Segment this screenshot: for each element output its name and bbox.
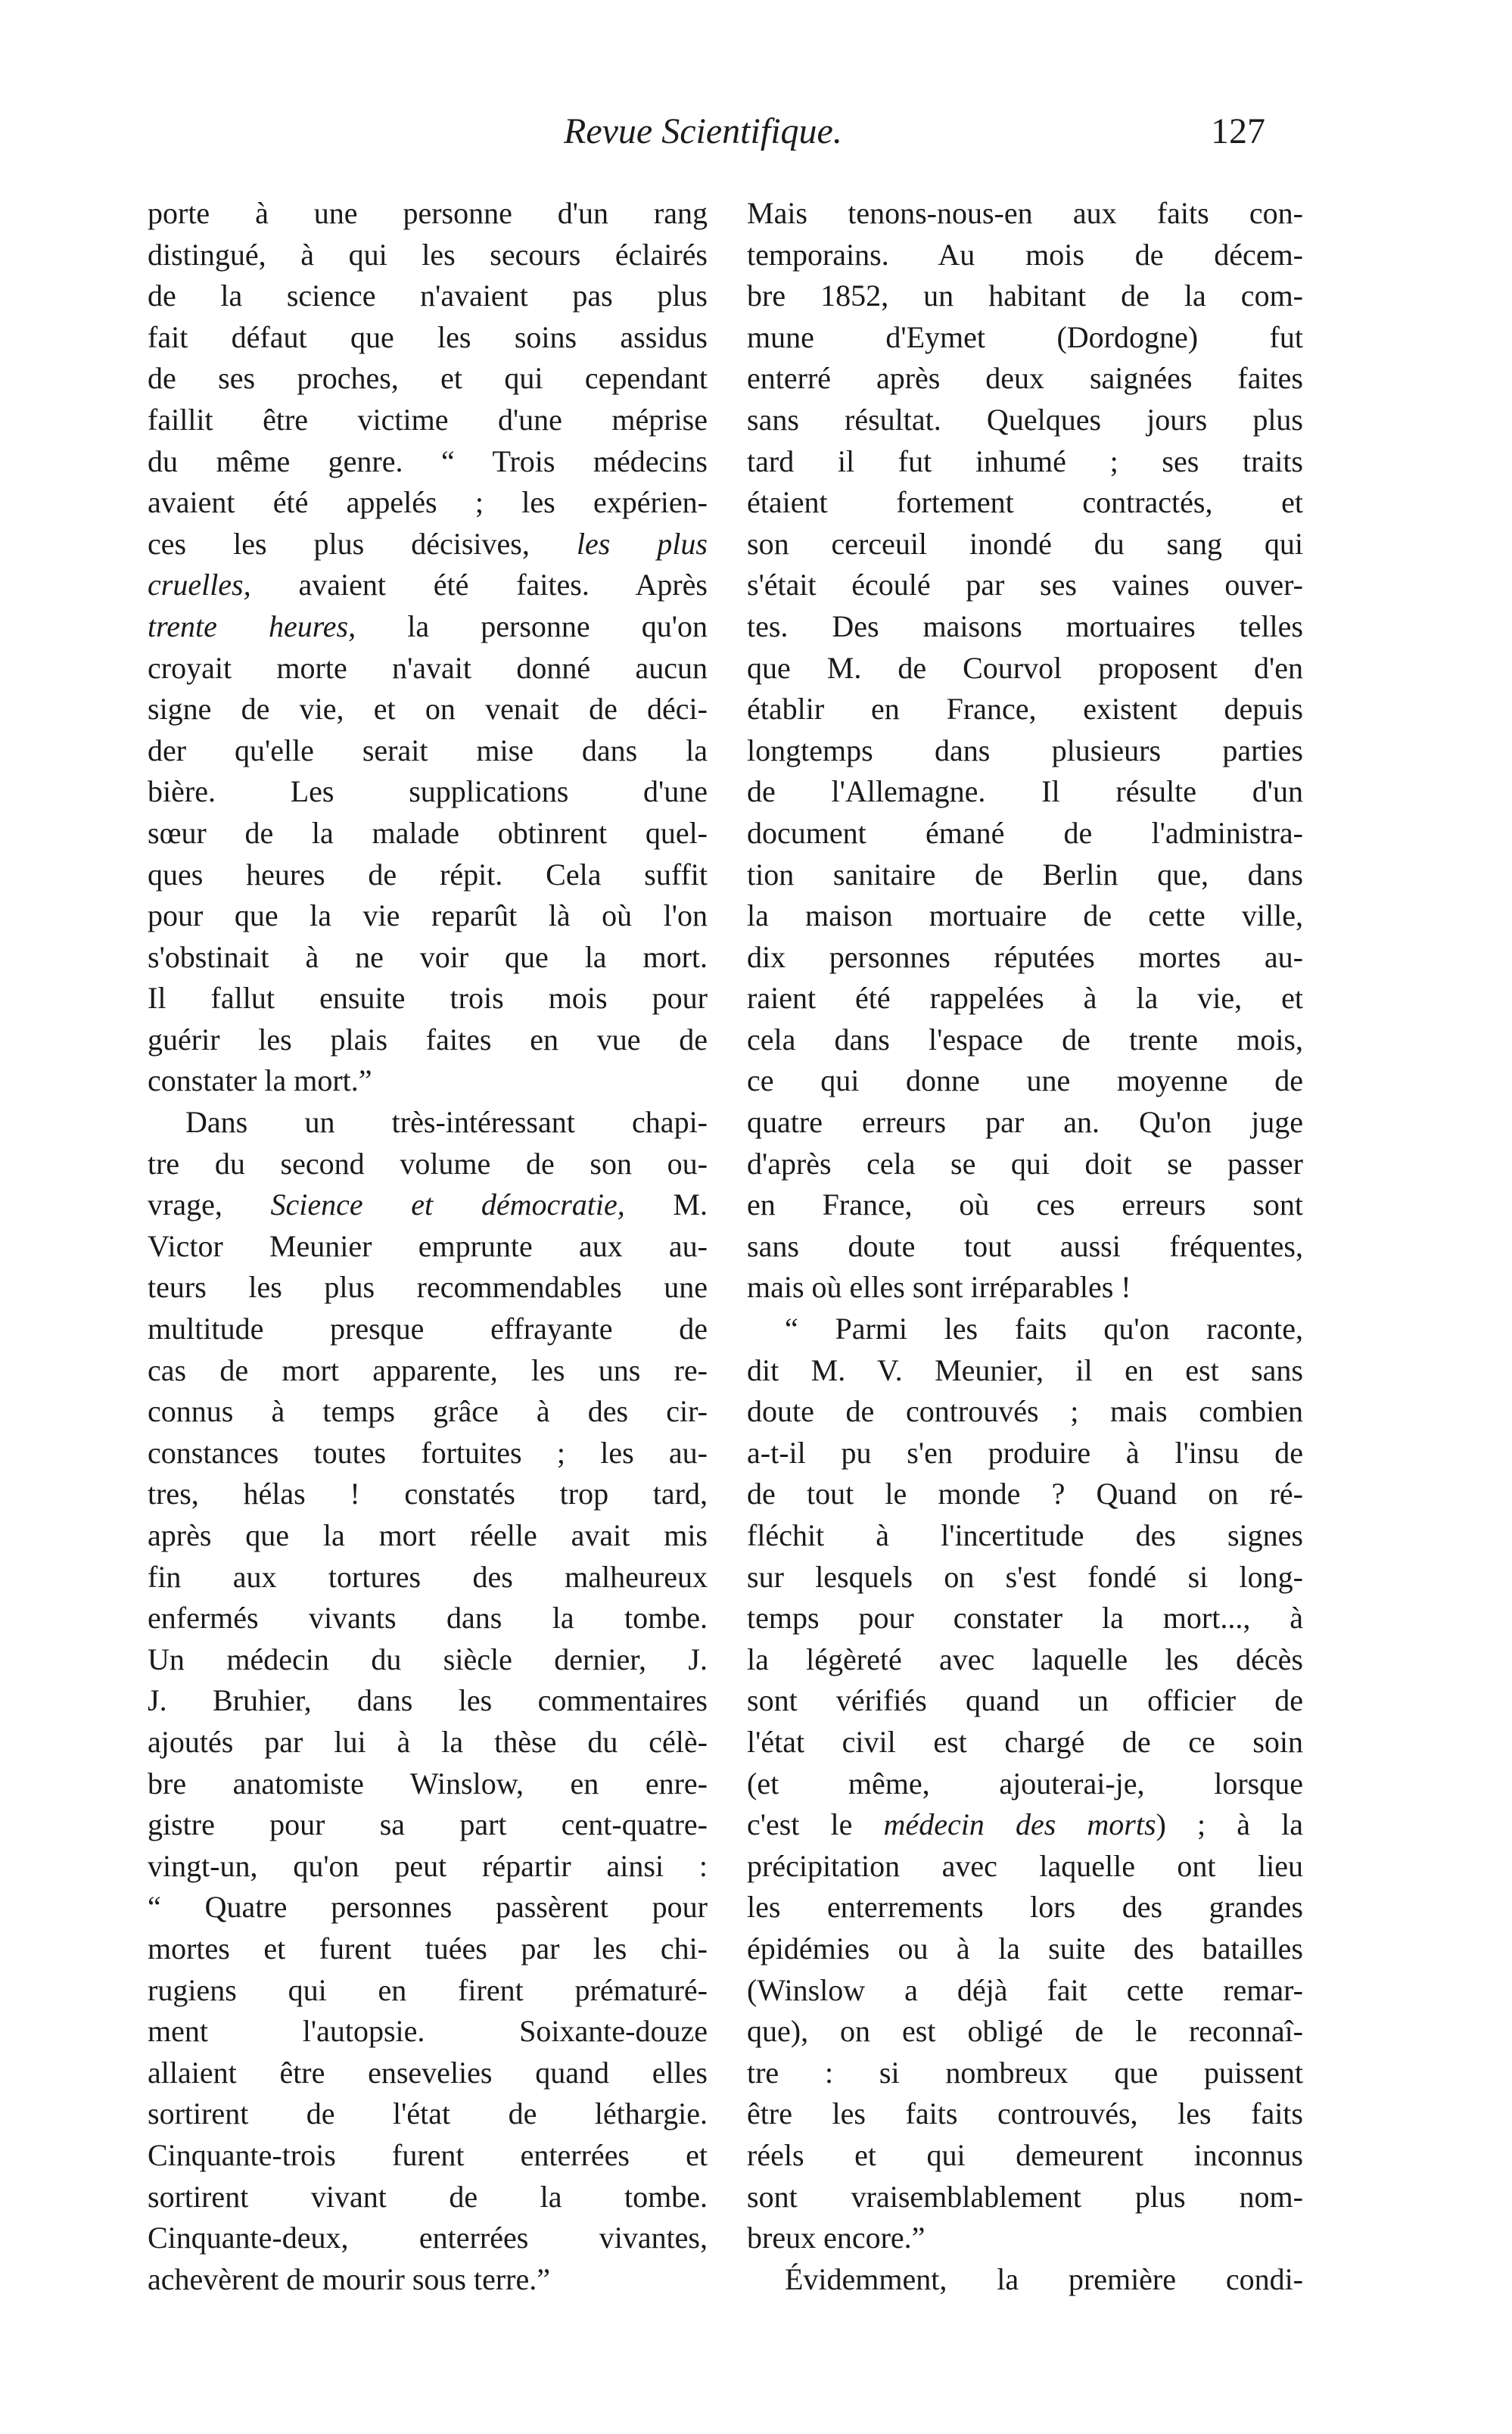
text-line (747, 2011, 1303, 2053)
text-run: Il fallut ensuite trois mois pour (148, 981, 708, 1016)
text-run: a-t-il pu s'en produire à l'insu de (747, 1435, 1303, 1470)
text-line (747, 1144, 1303, 1185)
text-line (747, 400, 1303, 441)
text-run: (Winslow a déjà fait cette remar- (747, 1972, 1303, 2007)
text-run: tes. Des maisons mortuaires telles (747, 608, 1303, 643)
text-run: en France, où ces erreurs sont (747, 1187, 1303, 1222)
text-run: achevèrent de mourir sous terre.” (148, 2261, 550, 2296)
text-run: faillit être victime d'une méprise (148, 402, 708, 437)
text-line (747, 1804, 1303, 1846)
text-run: connus à temps grâce à des cir- (148, 1394, 708, 1429)
text-line (148, 565, 708, 606)
text-line (747, 1763, 1303, 1805)
text-line (747, 1846, 1303, 1888)
italic-text: les plus (576, 526, 708, 561)
text-line (747, 1887, 1303, 1928)
text-line (747, 1019, 1303, 1061)
text-run: avaient été appelés ; les expérien- (148, 485, 708, 520)
text-run: ce qui donne une moyenne de (747, 1063, 1303, 1098)
text-line (747, 1102, 1303, 1144)
text-line (148, 1019, 708, 1061)
text-line (148, 1433, 708, 1474)
text-run: ces les plus décisives, (148, 526, 577, 561)
text-line (747, 1928, 1303, 1970)
text-line (148, 895, 708, 937)
text-line (747, 482, 1303, 524)
text-run: teurs les plus recommendables une (148, 1270, 708, 1305)
text-run: rugiens qui en firent prématuré- (148, 1972, 708, 2007)
text-line (747, 1722, 1303, 1763)
text-line (148, 1515, 708, 1557)
text-run: sans doute tout aussi fréquentes, (747, 1228, 1303, 1263)
text-run: fait défaut que les soins assidus (148, 319, 708, 354)
text-line (148, 1144, 708, 1185)
text-run: vrage, (148, 1187, 271, 1222)
text-run: la personne qu'on (356, 608, 708, 643)
text-line (148, 275, 708, 317)
text-line (148, 235, 708, 276)
text-run: précipitation avec laquelle ont lieu (747, 1848, 1303, 1883)
text-run: breux encore.” (747, 2221, 926, 2255)
text-line (148, 813, 708, 854)
text-line (747, 317, 1303, 359)
page-number: 127 (1211, 111, 1265, 151)
text-line (148, 1763, 708, 1805)
text-line (747, 771, 1303, 813)
text-run: ajoutés par lui à la thèse du célè- (148, 1724, 708, 1759)
text-run: sortirent vivant de la tombe. (148, 2179, 708, 2214)
text-run: distingué, à qui les secours éclairés (148, 237, 708, 272)
text-line (747, 2135, 1303, 2177)
text-run: signe de vie, et on venait de déci- (148, 692, 708, 727)
text-line (747, 2218, 1303, 2259)
text-line (747, 1639, 1303, 1681)
text-run: s'était écoulé par ses vaines ouver- (747, 568, 1303, 602)
text-run: de l'Allemagne. Il résulte d'un (747, 774, 1303, 809)
text-run: tres, hélas ! constatés trop tard, (148, 1477, 708, 1511)
right-column (747, 193, 1303, 2300)
text-line (148, 937, 708, 979)
text-run: que M. de Courvol proposent d'en (747, 650, 1303, 685)
text-line (148, 317, 708, 359)
text-line (747, 689, 1303, 730)
text-run: de la science n'avaient pas plus (148, 279, 708, 313)
text-line (747, 235, 1303, 276)
text-run: Un médecin du siècle dernier, J. (148, 1642, 708, 1676)
text-line (148, 1598, 708, 1639)
text-run: c'est le (747, 1807, 884, 1842)
text-run: fléchit à l'incertitude des signes (747, 1518, 1303, 1552)
text-run: s'obstinait à ne voir que la mort. (148, 939, 708, 974)
text-run: mortes et furent tuées par les chi- (148, 1931, 708, 1966)
text-line (148, 606, 708, 648)
text-line (747, 1309, 1303, 1350)
text-line (747, 565, 1303, 606)
text-run: être les faits controuvés, les faits (747, 2096, 1303, 2131)
text-line (747, 1598, 1303, 1639)
text-run: doute de controuvés ; mais combien (747, 1394, 1303, 1429)
text-run: dix personnes réputées mortes au- (747, 939, 1303, 974)
text-run: document émané de l'administra- (747, 815, 1303, 850)
text-run: pour que la vie reparût là où l'on (148, 898, 708, 933)
italic-text: Science et démocratie, (270, 1187, 625, 1222)
text-run: fin aux tortures des malheureux (148, 1559, 708, 1594)
text-run: tard il fut inhumé ; ses traits (747, 444, 1303, 478)
text-run: tre du second volume de son ou- (148, 1146, 708, 1181)
text-line (148, 1928, 708, 1970)
text-line (148, 1184, 708, 1226)
italic-text: médecin des morts (883, 1807, 1156, 1842)
text-line (747, 1970, 1303, 2012)
text-line (747, 730, 1303, 772)
text-line (148, 524, 708, 565)
text-line (148, 648, 708, 689)
text-line (747, 2093, 1303, 2135)
text-run: les enterrements lors des grandes (747, 1890, 1303, 1925)
text-line (148, 400, 708, 441)
text-line (747, 1433, 1303, 1474)
text-run: “ Quatre personnes passèrent pour (148, 1890, 708, 1925)
text-line (747, 1350, 1303, 1392)
text-line (148, 358, 708, 400)
text-run: ) ; à la (1156, 1807, 1304, 1842)
text-line (747, 648, 1303, 689)
text-run: mais où elles sont irréparables ! (747, 1270, 1131, 1305)
text-line (148, 1350, 708, 1392)
text-run: porte à une personne d'un rang (148, 196, 708, 230)
text-run: vingt-un, qu'on peut répartir ainsi : (148, 1848, 708, 1883)
italic-text: cruelles, (148, 568, 251, 602)
italic-text: trente heures, (148, 608, 356, 643)
text-line (148, 1639, 708, 1681)
text-line (148, 854, 708, 896)
text-line (148, 1474, 708, 1515)
text-run: der qu'elle serait mise dans la (148, 733, 708, 767)
text-line (148, 1970, 708, 2012)
text-line (148, 1391, 708, 1433)
text-run: Dans un très-intéressant chapi- (185, 1105, 708, 1140)
text-line (148, 2218, 708, 2259)
text-run: du même genre. “ Trois médecins (148, 444, 708, 478)
text-line (747, 937, 1303, 979)
text-line (148, 730, 708, 772)
text-line (747, 1226, 1303, 1268)
text-run: cas de mort apparente, les uns re- (148, 1352, 708, 1387)
text-line (747, 606, 1303, 648)
text-line (148, 1722, 708, 1763)
text-line (148, 978, 708, 1019)
text-line (747, 854, 1303, 896)
text-run: quatre erreurs par an. Qu'on juge (747, 1105, 1303, 1140)
text-line (148, 1267, 708, 1309)
text-run: allaient être ensevelies quand elles (148, 2055, 708, 2090)
text-line (148, 2011, 708, 2053)
text-line (148, 1557, 708, 1598)
text-run: après que la mort réelle avait mis (148, 1518, 708, 1552)
text-run: ment l'autopsie. Soixante-douze (148, 2014, 708, 2049)
text-run: avaient été faites. Après (250, 568, 708, 602)
text-run: réels et qui demeurent inconnus (747, 2137, 1303, 2172)
left-column (148, 193, 708, 2300)
text-run: sortirent de l'état de léthargie. (148, 2096, 708, 2131)
text-run: de ses proches, et qui cependant (148, 361, 708, 396)
text-run: “ Parmi les faits qu'on raconte, (785, 1312, 1303, 1346)
text-line (148, 441, 708, 483)
text-run: gistre pour sa part cent-quatre- (148, 1807, 708, 1842)
text-line (747, 1515, 1303, 1557)
text-run: cela dans l'espace de trente mois, (747, 1022, 1303, 1057)
text-line (148, 1804, 708, 1846)
text-line (148, 1680, 708, 1722)
text-run: Cinquante-trois furent enterrées et (148, 2137, 708, 2172)
text-line (747, 1060, 1303, 1102)
text-run: bre anatomiste Winslow, en enre- (148, 1766, 708, 1801)
text-line (747, 275, 1303, 317)
text-line (747, 2177, 1303, 2218)
text-run: Cinquante-deux, enterrées vivantes, (148, 2221, 708, 2255)
text-run: longtemps dans plusieurs parties (747, 733, 1303, 767)
text-line (148, 689, 708, 730)
text-line (747, 895, 1303, 937)
text-run: tre : si nombreux que puissent (747, 2055, 1303, 2090)
text-run: son cerceuil inondé du sang qui (747, 526, 1303, 561)
text-run: sœur de la malade obtinrent quel- (148, 815, 708, 850)
text-run: constances toutes fortuites ; les au- (148, 1435, 708, 1470)
text-run: raient été rappelées à la vie, et (747, 981, 1303, 1016)
text-line (747, 2259, 1303, 2301)
text-line (747, 2053, 1303, 2094)
text-line (148, 1846, 708, 1888)
text-line (148, 1102, 708, 1144)
text-line (747, 1557, 1303, 1598)
text-run: de tout le monde ? Quand on ré- (747, 1477, 1303, 1511)
text-run: temporains. Au mois de décem- (747, 237, 1303, 272)
text-line (148, 2135, 708, 2177)
text-run: épidémies ou à la suite des batailles (747, 1931, 1303, 1966)
text-line (148, 1887, 708, 1928)
text-line (747, 193, 1303, 235)
text-run: sans résultat. Quelques jours plus (747, 402, 1303, 437)
text-run: enterré après deux saignées faites (747, 361, 1303, 396)
running-header: Revue Scientifique. (564, 111, 842, 151)
text-run: l'état civil est chargé de ce soin (747, 1724, 1303, 1759)
text-line (148, 482, 708, 524)
text-run: étaient fortement contractés, et (747, 485, 1303, 520)
text-line (148, 1226, 708, 1268)
text-run: J. Bruhier, dans les commentaires (148, 1683, 708, 1718)
text-run: constater la mort.” (148, 1063, 372, 1098)
text-line (747, 358, 1303, 400)
text-line (747, 978, 1303, 1019)
text-run: (et même, ajouterai-je, lorsque (747, 1766, 1303, 1801)
text-run: la légèreté avec laquelle les décès (747, 1642, 1303, 1676)
text-run: guérir les plais faites en vue de (148, 1022, 708, 1057)
text-run: bre 1852, un habitant de la com- (747, 279, 1303, 313)
text-line (747, 813, 1303, 854)
text-run: M. (624, 1187, 708, 1222)
text-run: la maison mortuaire de cette ville, (747, 898, 1303, 933)
text-run: bière. Les supplications d'une (148, 774, 708, 809)
text-line (747, 1184, 1303, 1226)
text-run: Évidemment, la première condi- (785, 2261, 1303, 2296)
text-run: Mais tenons-nous-en aux faits con- (747, 196, 1303, 230)
text-line (148, 193, 708, 235)
text-run: tion sanitaire de Berlin que, dans (747, 857, 1303, 892)
text-run: que), on est obligé de le reconnaî- (747, 2014, 1303, 2049)
text-line (747, 441, 1303, 483)
text-line (148, 2177, 708, 2218)
text-line (747, 1391, 1303, 1433)
text-run: mune d'Eymet (Dordogne) fut (747, 319, 1303, 354)
text-run: sur lesquels on s'est fondé si long- (747, 1559, 1303, 1594)
text-line (747, 1267, 1303, 1309)
text-line (148, 2053, 708, 2094)
text-run: établir en France, existent depuis (747, 692, 1303, 727)
text-line (148, 2259, 708, 2301)
text-run: ques heures de répit. Cela suffit (148, 857, 708, 892)
text-run: sont vraisemblablement plus nom- (747, 2179, 1303, 2214)
text-run: temps pour constater la mort..., à (747, 1601, 1303, 1636)
text-line (747, 1680, 1303, 1722)
text-run: Victor Meunier emprunte aux au- (148, 1228, 708, 1263)
text-run: d'après cela se qui doit se passer (747, 1146, 1303, 1181)
text-line (148, 771, 708, 813)
text-line (148, 1309, 708, 1350)
text-run: dit M. V. Meunier, il en est sans (747, 1352, 1303, 1387)
text-run: croyait morte n'avait donné aucun (148, 650, 708, 685)
text-line (747, 1474, 1303, 1515)
text-run: sont vérifiés quand un officier de (747, 1683, 1303, 1718)
text-line (148, 1060, 708, 1102)
text-run: multitude presque effrayante de (148, 1312, 708, 1346)
text-line (747, 524, 1303, 565)
text-line (148, 2093, 708, 2135)
text-run: enfermés vivants dans la tombe. (148, 1601, 708, 1636)
